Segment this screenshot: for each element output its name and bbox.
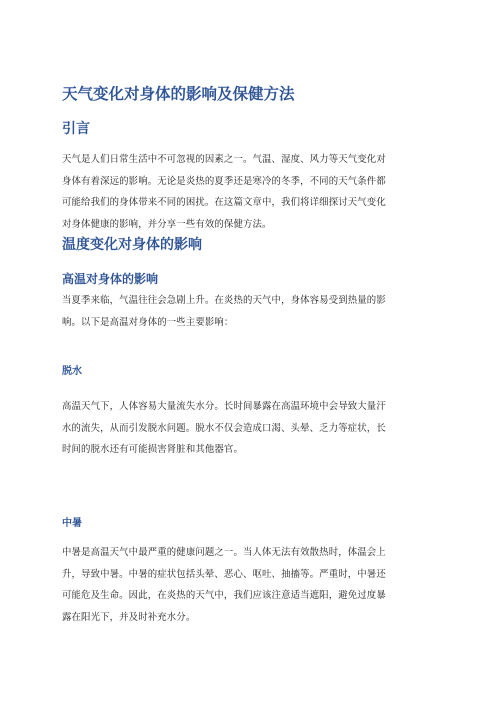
high-temp-paragraph (62, 290, 434, 333)
heatstroke-paragraph (62, 542, 434, 628)
intro-line: 对身体健康的影响，并分享一些有效的保健方法。 (62, 218, 272, 230)
high-temp-line: 当夏季来临，气温往往会急剧上升。在炎热的天气中，身体容易受到热量的影 (62, 295, 386, 306)
heatstroke-line: 可能危及生命。因此，在炎热的天气中，我们应该注意适当遮阳，避免过度暴 (62, 590, 386, 601)
dehydration-line: 时间的脱水还有可能损害肾脏和其他器官。 (62, 444, 243, 455)
heatstroke-line: 升，导致中暑。中暑的症状包括头晕、恶心、呕吐、抽搐等。严重时，中暑还 (62, 568, 386, 580)
dehydration-line: 高温天气下，人体容易大量流失水分。长时间暴露在高温环境中会导致大量汗 (62, 401, 386, 412)
temperature-heading: 温度变化对身体的影响 (62, 237, 202, 253)
dehydration-line: 水的流失，从而引发脱水问题。脱水不仅会造成口渴、头晕、乏力等症状，长 (62, 422, 386, 434)
high-temp-line: 响。以下是高温对身体的一些主要影响： (62, 316, 234, 328)
heatstroke-line: 露在阳光下，并及时补充水分。 (62, 611, 196, 623)
intro-line: 天气是人们日常生活中不可忽视的因素之一。气温、湿度、风力等天气变化对 (62, 154, 386, 165)
intro-heading: 引言 (62, 121, 90, 137)
intro-line: 可能给我们的身体带来不同的困扰。在这篇文章中，我们将详细探讨天气变化 (62, 197, 386, 208)
intro-paragraph (62, 149, 434, 235)
high-temp-heading: 高温对身体的影响 (62, 272, 159, 286)
heatstroke-heading: 中暑 (62, 518, 82, 529)
heatstroke-line: 中暑是高温天气中最严重的健康问题之一。当人体无法有效散热时，体温会上 (62, 547, 386, 558)
dehydration-heading: 脱水 (62, 366, 82, 377)
dehydration-paragraph (62, 396, 434, 461)
intro-line: 身体有着深远的影响。无论是炎热的夏季还是寒冷的冬季，不同的天气条件都 (62, 175, 386, 187)
document-title: 天气变化对身体的影响及保健方法 (62, 85, 295, 103)
